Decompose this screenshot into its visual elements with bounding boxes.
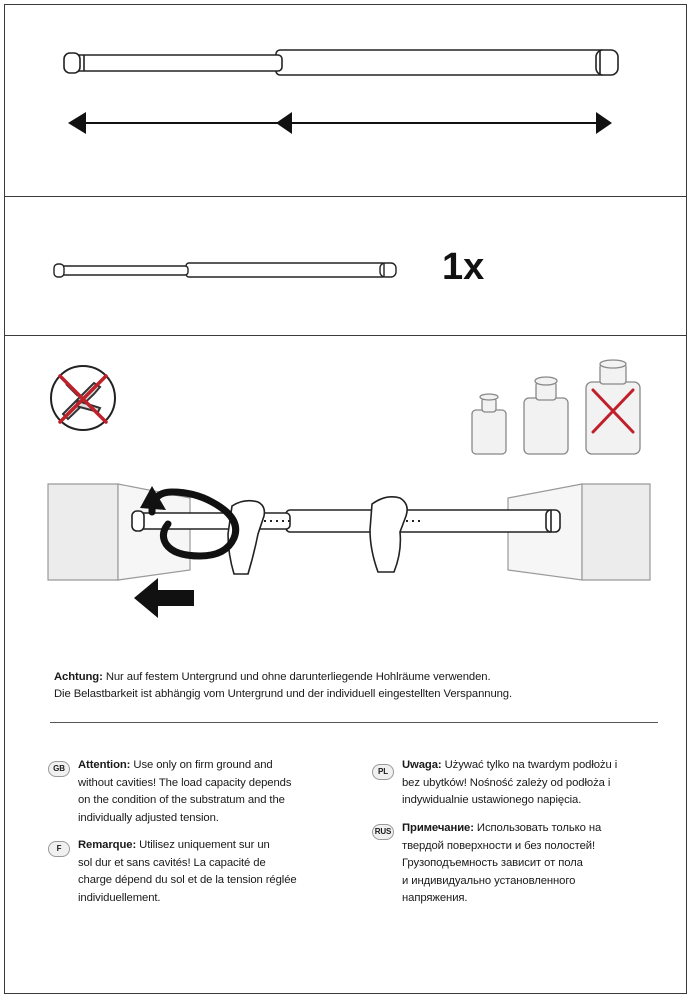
note-line: on the condition of the substratum and the [78, 794, 285, 806]
quantity-label: 1x [442, 246, 485, 288]
note-line: и индивидуально установленного [402, 874, 576, 887]
push-arrow-icon [134, 578, 194, 618]
note-line: sol dur et sans cavités! La capacité de [78, 856, 266, 869]
note-line: individuellement. [78, 891, 161, 904]
rod-quantity-illustration [0, 196, 430, 335]
weights-icon [462, 360, 642, 460]
lang-badge-f: F [48, 841, 70, 857]
section-divider [4, 335, 687, 336]
text-separator [50, 722, 658, 723]
extended-rod-illustration [0, 0, 695, 196]
warning-de-line2: Die Belastbarkeit ist abhängig vom Untergrund und der individuell eingestellten Verspannung. [54, 688, 513, 700]
warning-de-line1: Achtung: Nur auf festem Untergrund und ohne darunterliegende Hohlräume verwenden. [54, 671, 491, 683]
lang-badge-gb: GB [48, 761, 70, 777]
lang-badge-rus: RUS [372, 824, 394, 840]
lang-badge-pl: PL [372, 764, 394, 780]
note-line: Примечание: Использовать только на [402, 822, 602, 834]
no-tools-icon [48, 364, 120, 436]
note-line: without cavities! The load capacity depends [78, 776, 292, 789]
note-line: Uwaga: Używać tylko na twardym podłożu i [402, 759, 618, 771]
note-line: твердой поверхности и без полостей! [402, 839, 596, 852]
note-line: indywidualnie ustawionego napięcia. [402, 794, 582, 806]
note-line: bez ubytków! Nośność zależy od podłoża i [402, 776, 611, 789]
installation-illustration [0, 470, 695, 620]
note-line: напряжения. [402, 892, 468, 904]
note-line: charge dépend du sol et de la tension réglée [78, 874, 297, 886]
note-line: Attention: Use only on firm ground and [78, 759, 273, 771]
note-line: Remarque: Utilisez uniquement sur un [78, 839, 270, 851]
note-line: Грузоподъемность зависит от пола [402, 857, 583, 869]
note-line: individually adjusted tension. [78, 811, 219, 824]
